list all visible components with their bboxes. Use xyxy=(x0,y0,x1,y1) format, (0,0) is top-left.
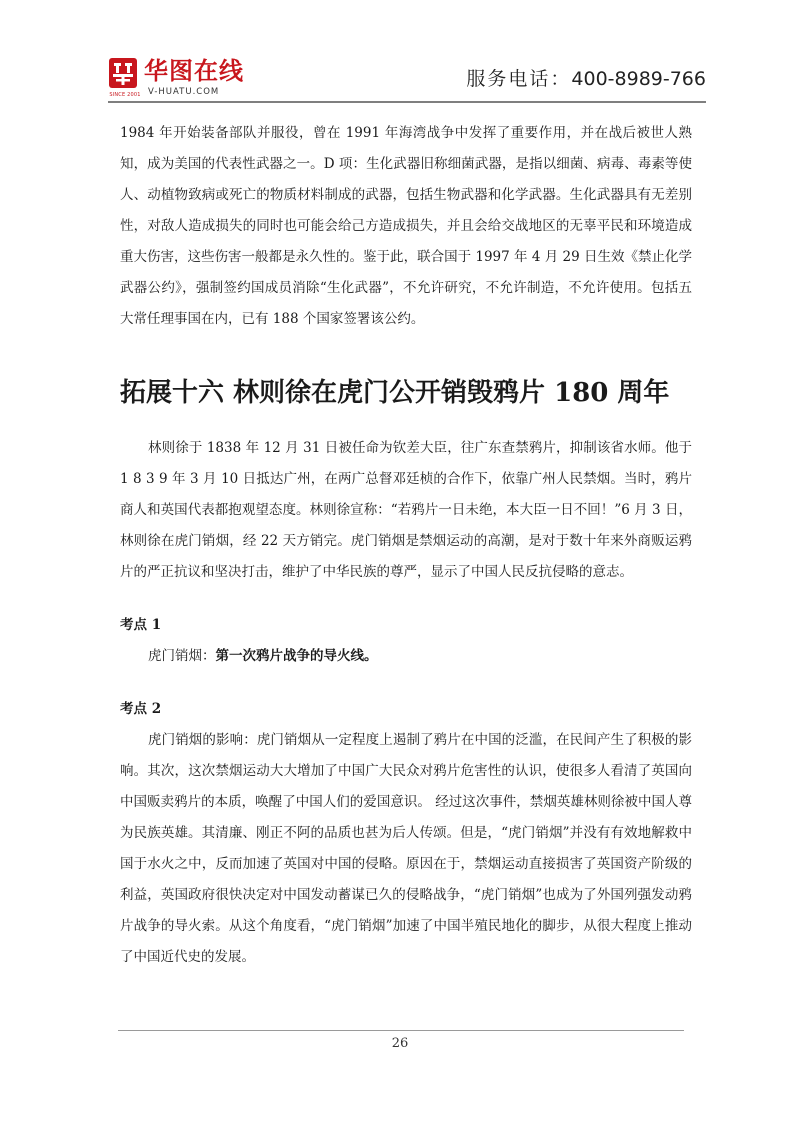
page-header xyxy=(0,0,800,105)
intro-paragraph: 1984 年开始装备部队并服役，曾在 1991 年海湾战争中发挥了重要作用，并在战后被世人熟知，成为美国的代表性武器之一。D 项：生化武器旧称细菌武器，是指以细菌、病毒、毒素等使人、动植物致病或死亡的物质材料制成的武器，包括生物武器和化学武器。生化武器具有无差别性，对敌人造成损失的同时也可能会给己方造成损失，并且会给交战地区的无辜平民和环境造成重大伤害，这些伤害一般都是永久性的。鉴于此，联合国于 1997 年 4 月 29 日生效《禁止化学武器公约》，强制签约国成员消除“生化武器”，不允许研究，不允许制造，不允许使用。包括五大常任理事国在内，已有 188 个国家签署该公约。 xyxy=(120,125,692,327)
kaodian-2-text: 虎门销烟的影响：虎门销烟从一定程度上遏制了鸦片在中国的泛滥，在民间产生了积极的影响。其次，这次禁烟运动大大增加了中国广大民众对鸦片危害性的认识，使很多人看清了英国向中国贩卖鸦片的本质，唤醒了中国人们的爱国意识。 经过这次事件，禁烟英雄林则徐被中国人尊为民族英雄。其清廉、刚正不阿的品质也甚为后人传颂。但是，“虎门销烟”并没有有效地解救中国于水火之中，反而加速了英国对中国的侵略。原因在于，禁烟运动直接损害了英国资产阶级的利益，英国政府很快决定对中国发动蓄谋已久的侵略战争，“虎门销烟”也成为了外国列强发动鸦片战争的导火索。从这个角度看，“虎门销烟”加速了中国半殖民地化的脚步，从很大程度上推动了中国近代史的发展。 xyxy=(120,732,692,965)
logo-url: V-HUATU.COM xyxy=(148,87,220,97)
logo-name: 华图在线 xyxy=(144,57,244,85)
hotline-label: 服务电话： xyxy=(466,68,572,90)
kaodian-1-content xyxy=(120,641,692,672)
page-number: 26 xyxy=(391,1036,409,1051)
page-body xyxy=(120,118,692,973)
kaodian-1-title: 考点 1 xyxy=(120,617,162,633)
header-divider xyxy=(108,101,706,103)
logo-since: SINCE 2001 xyxy=(109,92,141,98)
footer-divider xyxy=(118,1030,684,1031)
section-title: 拓展十六 林则徐在虎门公开销毁鸦片 180 周年 xyxy=(120,378,670,408)
kaodian-2-title: 考点 2 xyxy=(120,701,162,717)
service-hotline xyxy=(466,64,706,91)
hotline-number: 400-8989-766 xyxy=(571,68,706,90)
section-paragraph: 林则徐于 1838 年 12 月 31 日被任命为钦差大臣，往广东查禁鸦片，抑制该省水师。他于 1 8 3 9 年 3 月 10 日抵达广州，在两广总督邓廷桢的合作下，依靠广州人民禁烟。当时，鸦片商人和英国代表都抱观望态度。林则徐宣称：“若鸦片一日未绝，本大臣一日不回！”6 月 3 日，林则徐在虎门销烟，经 22 天方销完。虎门销烟是禁烟运动的高潮，是对于数十年来外商贩运鸦片的严正抗议和坚决打击，维护了中华民族的尊严，显示了中国人民反抗侵略的意志。 xyxy=(120,440,692,580)
kaodian-1-answer: 第一次鸦片战争的导火线。 xyxy=(215,648,378,664)
huatu-logo xyxy=(108,57,268,103)
kaodian-1-label: 虎门销烟： xyxy=(148,648,216,664)
huatu-logo-icon xyxy=(108,57,138,91)
